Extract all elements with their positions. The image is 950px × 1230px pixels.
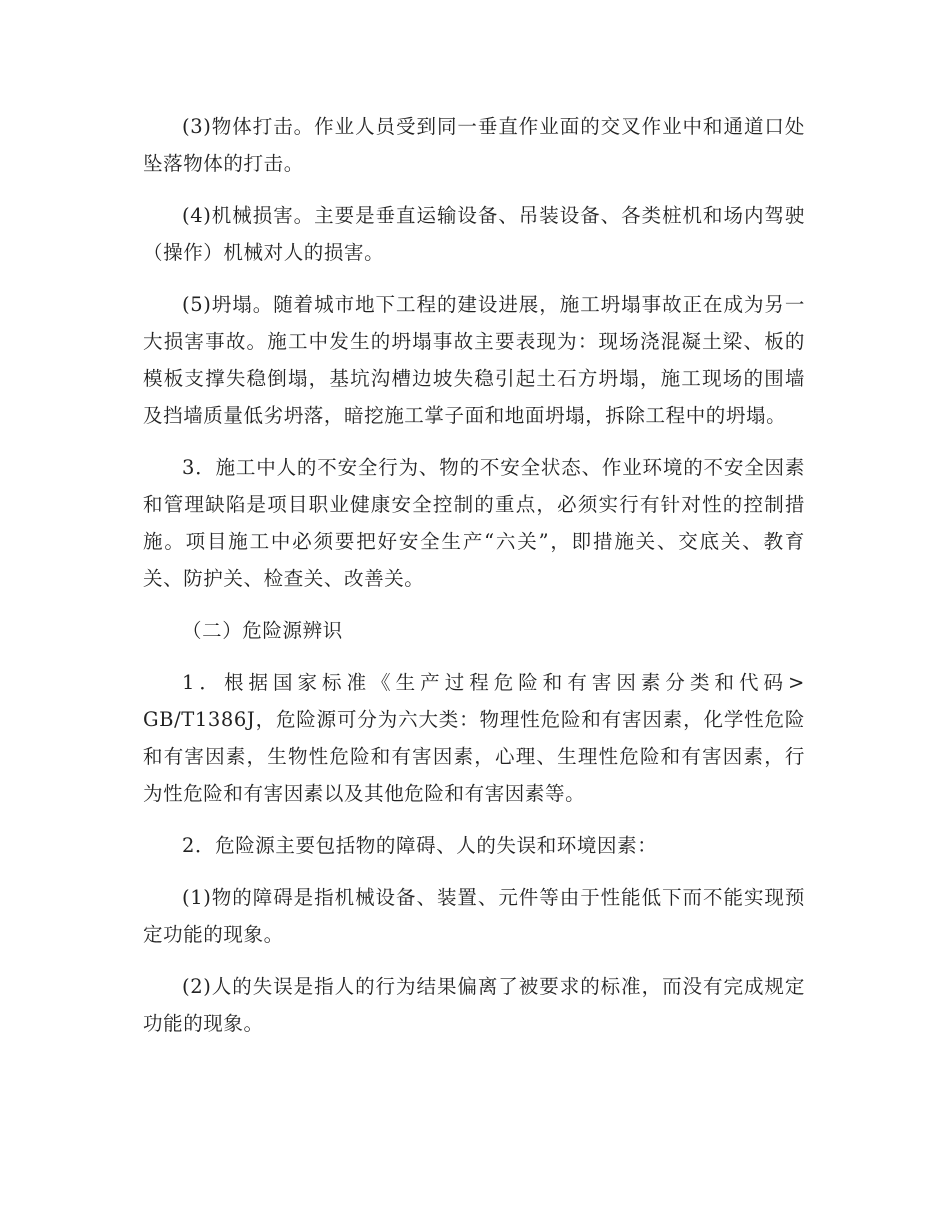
- document-page: [143, 108, 805, 1057]
- paragraph-human-error: (2)人的失误是指人的行为结果偏离了被要求的标准，而没有完成规定功能的现象。: [143, 975, 805, 1035]
- paragraph-control-focus: 3．施工中人的不安全行为、物的不安全状态、作业环境的不安全因素和管理缺陷是项目职业健康安全控制的重点，必须实行有针对性的控制措施。项目施工中必须要把好安全生产“六关”，即措施关、交底关、教育关、防护关、检查关、改善关。: [143, 456, 805, 590]
- paragraph-collapse: (5)坍塌。随着城市地下工程的建设进展，施工坍塌事故正在成为另一大损害事故。施工中发生的坍塌事故主要表现为：现场浇混凝土梁、板的模板支撑失稳倒塌，基坑沟槽边坡失稳引起土石方坍塌，施工现场的围墙及挡墙质量低劣坍落，暗挖施工掌子面和地面坍塌，拆除工程中的坍塌。: [143, 293, 805, 427]
- paragraph-object-strike: (3)物体打击。作业人员受到同一垂直作业面的交叉作业中和通道口处坠落物体的打击。: [143, 115, 805, 175]
- paragraph-mechanical-injury: (4)机械损害。主要是垂直运输设备、吊装设备、各类桩机和场内驾驶（操作）机械对人的损害。: [143, 204, 805, 264]
- section-heading-hazard-identification: （二）危险源辨识: [182, 619, 343, 642]
- paragraph-hazard-components: 2．危险源主要包括物的障碍、人的失误和环境因素：: [182, 834, 658, 857]
- paragraph-national-standard: 1．根据国家标准《生产过程危险和有害因素分类和代码> GB/T1386J，危险源可分为六大类：物理性危险和有害因素，化学性危险和有害因素，生物性危险和有害因素，心理、生理性危险和有害因素，行为性危险和有害因素以及其他危险和有害因素等。: [143, 671, 805, 805]
- paragraph-object-obstacle: (1)物的障碍是指机械设备、装置、元件等由于性能低下而不能实现预定功能的现象。: [143, 886, 805, 946]
